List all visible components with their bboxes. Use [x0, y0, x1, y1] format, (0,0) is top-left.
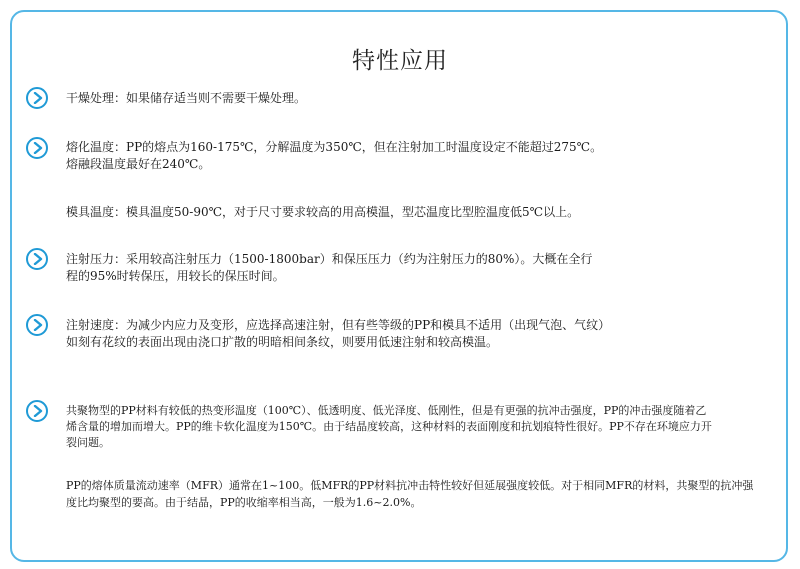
section-line: 如刻有花纹的表面出现由浇口扩散的明暗相间条纹，则要用低速注射和较高模温。 [66, 335, 499, 349]
section-line: 模具温度：模具温度50-90℃，对于尺寸要求较高的用高模温，型芯温度比型腔温度低5℃以上。 [66, 205, 580, 219]
section-line: 注射速度：为减少内应力及变形，应选择高速注射，但有些等级的PP和模具不适用（出现气泡、气纹） [66, 318, 611, 332]
section-copolymer [66, 403, 778, 451]
section-line: 熔融段温度最好在240℃。 [66, 157, 211, 171]
section-line: 注射压力：采用较高注射压力（1500-1800bar）和保压压力（约为注射压力的80%）。大概在全行 [66, 252, 593, 266]
section-line: 裂问题。 [66, 436, 110, 449]
section-line: 共聚物型的PP材料有较低的热变形温度（100℃）、低透明度、低光泽度、低刚性，但是有更强的抗冲击强度，PP的冲击强度随着乙 [66, 404, 707, 417]
section-drying [66, 90, 778, 107]
section-injection-pressure [66, 251, 778, 285]
section-line: 度比均聚型的要高。由于结晶，PP的收缩率相当高，一般为1.6~2.0%。 [66, 496, 422, 509]
section-line: 程的95%时转保压，用较长的保压时间。 [66, 269, 285, 283]
section-line: PP的熔体质量流动速率（MFR）通常在1~100。低MFR的PP材料抗冲击特性较好但延展强度较低。对于相同MFR的材料，共聚型的抗冲强 [66, 479, 754, 492]
section-mfr [66, 477, 778, 511]
section-line: 干燥处理：如果储存适当则不需要干燥处理。 [66, 91, 307, 105]
chevron-right-circle-icon [26, 248, 48, 270]
chevron-right-circle-icon [26, 314, 48, 336]
section-line: 烯含量的增加而增大。PP的维卡软化温度为150℃。由于结晶度较高，这种材料的表面刚度和抗划痕特性很好。PP不存在环境应力开 [66, 420, 712, 433]
page-title: 特性应用 [352, 48, 448, 74]
section-mold-temperature [66, 204, 778, 221]
chevron-right-circle-icon [26, 137, 48, 159]
section-injection-speed [66, 317, 778, 351]
chevron-right-circle-icon [26, 87, 48, 109]
chevron-right-circle-icon [26, 400, 48, 422]
section-line: 熔化温度：PP的熔点为160-175℃，分解温度为350℃，但在注射加工时温度设定不能超过275℃。 [66, 140, 603, 154]
section-melt-temperature [66, 139, 778, 173]
